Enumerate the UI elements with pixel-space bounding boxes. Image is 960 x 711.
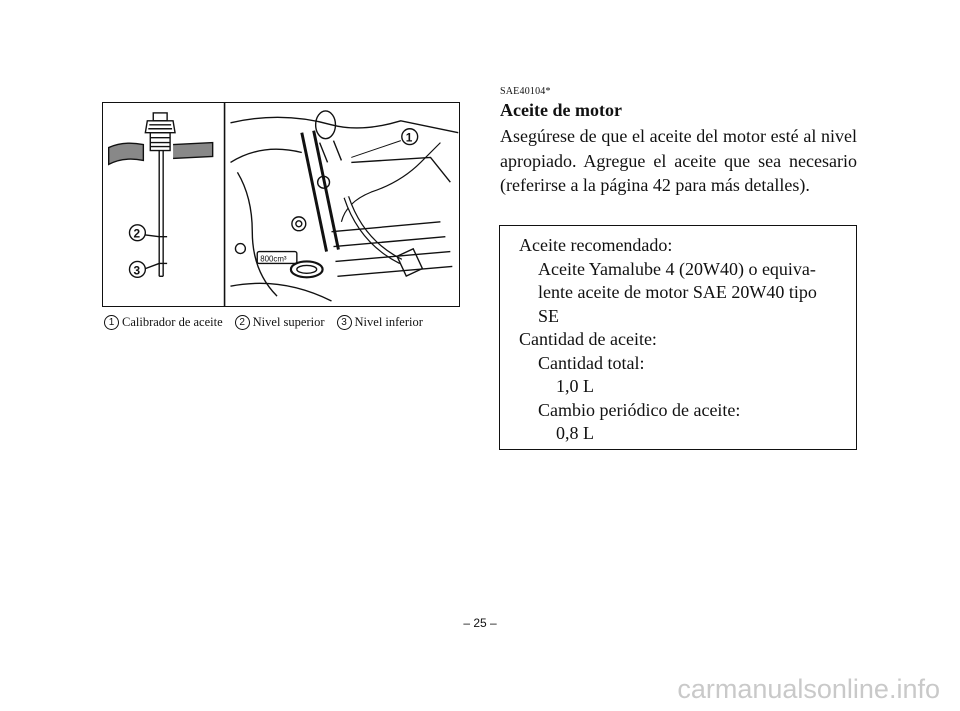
callout-3: 3 [133,263,141,278]
recommended-oil-line: SE [538,305,560,326]
total-quantity-value: 1,0 L [556,376,594,396]
caption-item [104,315,223,330]
dipstick-thread [150,133,170,151]
crankcase-hatch-right [173,143,213,159]
dipstick-cap-top [153,113,167,121]
engine-oil-dipstick-drawing [103,103,459,306]
oil-spec-box [499,225,857,450]
section-code: SAE40104* [500,86,551,97]
page-number: – 25 – [463,616,497,630]
caption-label: Calibrador de aceite [122,315,223,329]
caption-label: Nivel inferior [354,315,423,329]
oil-quantity-label: Cantidad de aceite: [519,329,657,349]
crankcase-hatch-left [109,143,144,164]
figure-caption [104,315,484,330]
displacement-plate-text: 800cm³ [260,254,287,264]
caption-item [337,315,423,330]
caption-number: 3 [337,315,352,330]
dipstick-cap [145,121,175,133]
watermark: carmanualsonline.info [677,674,940,704]
dipstick-illustration [102,102,460,307]
periodic-change-label: Cambio periódico de aceite: [538,399,741,420]
recommended-oil-label: Aceite recomendado: [519,235,673,255]
periodic-change-value: 0,8 L [556,423,594,443]
callout-1: 1 [405,130,413,145]
section-title: Aceite de motor [500,100,622,120]
caption-item [235,315,325,330]
total-quantity-label: Cantidad total: [538,352,645,373]
caption-label: Nivel superior [252,315,325,329]
callout-2: 2 [133,226,141,241]
recommended-oil-line: lente aceite de motor SAE 20W40 tipo [538,282,817,302]
caption-number: 1 [104,315,119,330]
recommended-oil-line: Aceite Yamalube 4 (20W40) o equiva- [538,258,816,279]
section-body: Asegúrese de que el aceite del motor esté al nivel apropiado. Agregue el aceite que sea necesario (referirse a la página 42 para más detalles). [500,126,857,195]
caption-number: 2 [235,315,250,330]
